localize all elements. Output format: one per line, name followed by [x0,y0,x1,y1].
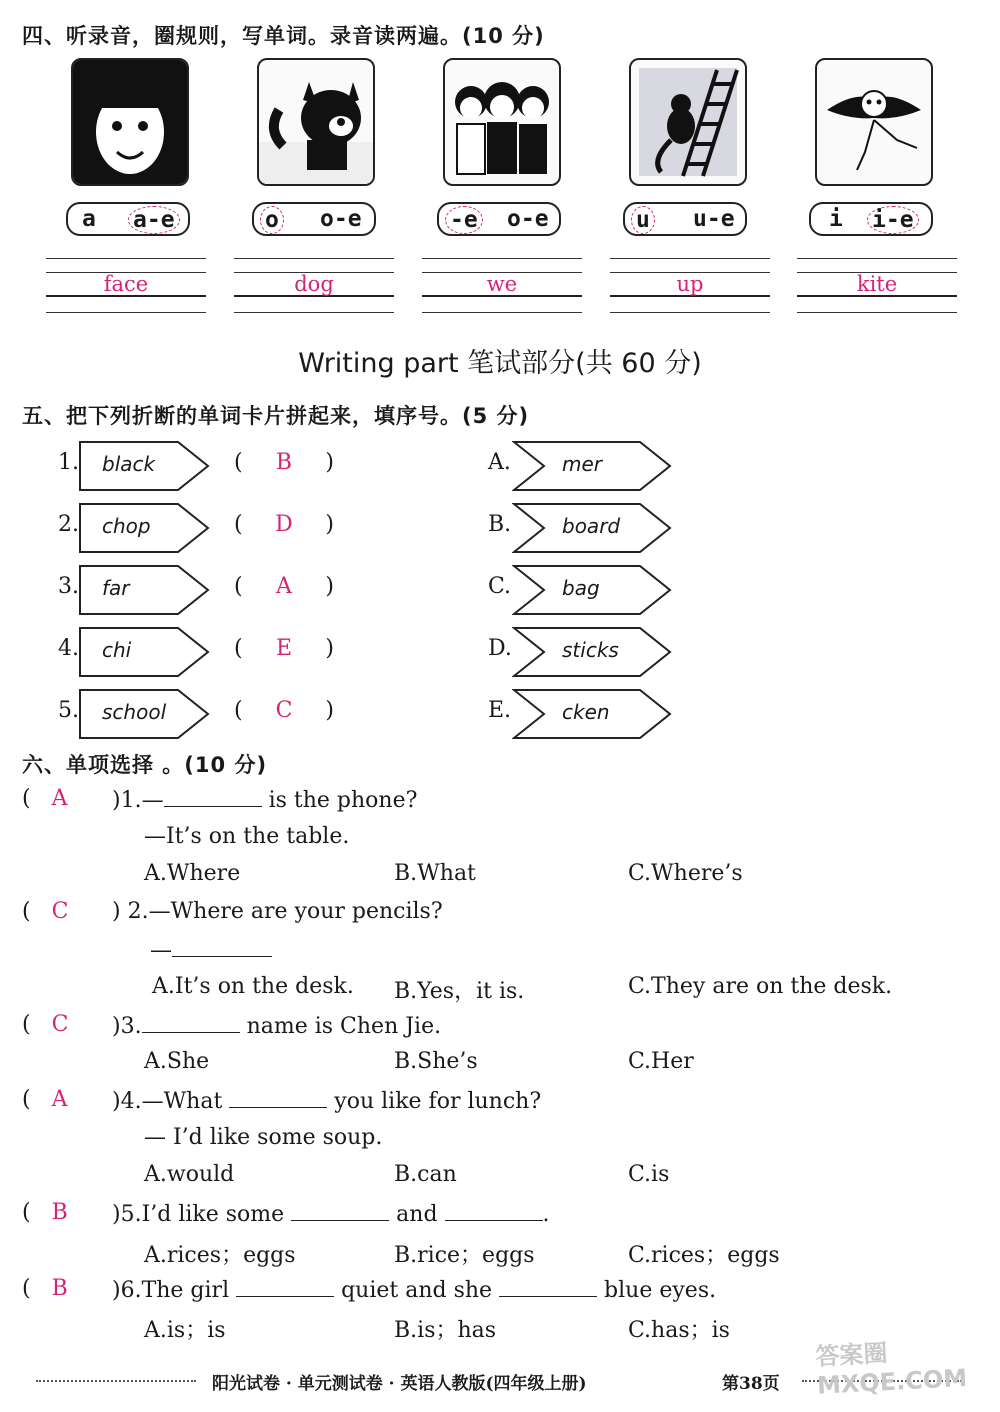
word-card-right[interactable] [512,688,674,740]
word-card-left[interactable] [78,502,212,554]
q5-stem: )5.I’d like some and . [112,1202,550,1227]
card-number: 5. [58,698,79,723]
word-card-right[interactable] [512,502,674,554]
writing-lines-4[interactable] [610,258,770,314]
card-letter: C. [488,574,512,599]
section6-header: 六、单项选择 。(10 分) [22,753,268,777]
blank[interactable] [229,1087,327,1108]
dog-icon [257,58,375,186]
answer-paren: ( D ) [234,512,334,537]
rule-box-5 [809,202,933,236]
writing-lines-2[interactable] [234,258,394,314]
q1-option-a[interactable]: A.Where [144,861,241,886]
q6-answer[interactable]: B [51,1276,68,1301]
card-word: black [102,452,156,476]
q2-option-a[interactable]: A.It’s on the desk. [152,974,354,999]
blank[interactable] [236,1276,334,1297]
rule-option[interactable]: o-e [320,206,362,232]
q2-option-c[interactable]: C.They are on the desk. [628,974,893,999]
writing-lines-5[interactable] [797,258,957,314]
q2-answer[interactable]: C [51,899,69,924]
card-letter: B. [488,512,512,537]
q4-option-a[interactable]: A.would [144,1162,235,1187]
card-word: chop [102,514,151,538]
rule-option-circled[interactable]: i-e [867,206,919,234]
q3-option-a[interactable]: A.She [144,1049,210,1074]
q6-option-c[interactable]: C.has；is [628,1318,730,1343]
answer-paren: ( B [22,1200,68,1225]
rule-option-circled[interactable]: a-e [128,206,180,234]
rule-box-1 [66,202,190,236]
blank[interactable] [291,1200,389,1221]
q3-stem: )3. name is Chen Jie. [112,1014,442,1039]
rule-option-circled[interactable]: u [631,206,655,234]
q4-line2: — I’d like some soup. [144,1125,383,1150]
rule-option[interactable]: a [82,206,96,232]
writing-lines-3[interactable] [422,258,582,314]
card-answer[interactable]: C [275,698,293,723]
blank[interactable] [142,1012,240,1033]
word-card-right[interactable] [512,440,674,492]
section5-header: 五、把下列折断的单词卡片拼起来，填序号。(5 分) [22,404,530,428]
card-word: far [102,576,130,600]
q6-option-b[interactable]: B.is；has [394,1318,497,1343]
blank[interactable] [499,1276,597,1297]
answer-paren: ( C ) [234,698,334,723]
card-number: 1. [58,450,79,475]
rule-box-4 [623,202,747,236]
q3-option-c[interactable]: C.Her [628,1049,694,1074]
rule-option[interactable]: i [829,206,843,232]
word-card-right[interactable] [512,564,674,616]
q2-stem: ) 2.—Where are your pencils? [112,899,443,924]
card-word: mer [562,452,603,476]
answer-paren: ( A [22,786,68,811]
rule-option-circled[interactable]: o [260,206,284,234]
q6-stem: )6.The girl quiet and she blue eyes. [112,1278,717,1303]
card-letter: E. [488,698,512,723]
card-word: sticks [562,638,619,662]
blank[interactable] [172,936,272,957]
answer-paren: ( E ) [234,636,334,661]
answer-paren: ( A ) [234,574,334,599]
blank[interactable] [164,786,262,807]
q5-option-c[interactable]: C.rices；eggs [628,1243,780,1268]
card-answer[interactable]: B [275,450,293,475]
rule-option-circled[interactable]: -e [445,206,483,234]
card-word: board [562,514,621,538]
word-card-left[interactable] [78,564,212,616]
card-number: 3. [58,574,79,599]
footer-text: 阳光试卷 · 单元测试卷 · 英语人教版(四年级上册) [212,1374,587,1394]
rule-option[interactable]: u-e [693,206,735,232]
girl-face-icon [71,58,189,186]
word-card-right[interactable] [512,626,674,678]
q4-answer[interactable]: A [51,1087,68,1112]
word-card-left[interactable] [78,688,212,740]
q1-option-b[interactable]: B.What [394,861,476,886]
answer-paren: ( B [22,1276,68,1301]
q2-option-b[interactable]: B.Yes，it is. [394,979,525,1004]
answer-paren: ( A [22,1087,68,1112]
rule-box-2 [252,202,376,236]
answer-word: kite [856,272,898,296]
answer-word: face [103,272,149,296]
kite-icon [815,58,933,186]
card-number: 4. [58,636,79,661]
q1-line2: —It’s on the table. [144,824,350,849]
section4-header: 四、听录音，圈规则，写单词。录音读两遍。(10 分) [22,24,545,48]
card-answer[interactable]: E [275,636,293,661]
children-group-icon [443,58,561,186]
card-word: chi [102,638,132,662]
q1-stem: )1.— is the phone? [112,788,418,813]
writing-part-title: Writing part 笔试部分(共 60 分) [298,348,702,379]
q4-option-c[interactable]: C.is [628,1162,670,1187]
answer-word: we [486,272,518,296]
q4-option-b[interactable]: B.can [394,1162,457,1187]
q3-option-b[interactable]: B.She’s [394,1049,478,1074]
answer-word: up [676,272,704,296]
blank[interactable] [445,1200,543,1221]
word-card-left[interactable] [78,626,212,678]
q6-option-a[interactable]: A.is；is [144,1318,226,1343]
q4-stem: )4.—What you like for lunch? [112,1089,542,1114]
monkey-ladder-icon [629,58,747,186]
rule-option[interactable]: o-e [507,206,549,232]
q5-answer[interactable]: B [51,1200,68,1225]
page-number: 第38页 [722,1374,780,1394]
q2-line2: — [150,936,272,963]
card-number: 2. [58,512,79,537]
answer-paren: ( B ) [234,450,334,475]
word-card-left[interactable] [78,440,212,492]
card-word: cken [562,700,610,724]
rule-box-3 [437,202,561,236]
card-word: bag [562,576,600,600]
q3-answer[interactable]: C [51,1012,69,1037]
footer-divider-left [36,1380,196,1382]
card-letter: D. [488,636,512,661]
q5-option-a[interactable]: A.rices；eggs [144,1243,296,1268]
card-letter: A. [488,450,511,475]
writing-lines-1[interactable] [46,258,206,314]
card-answer[interactable]: D [275,512,293,537]
card-answer[interactable]: A [276,574,292,599]
q5-option-b[interactable]: B.rice；eggs [394,1243,535,1268]
answer-paren: ( C [22,1012,69,1037]
q1-option-c[interactable]: C.Where’s [628,861,743,886]
q1-answer[interactable]: A [51,786,68,811]
watermark-logo: 答案圈 MXQE.COM [814,1339,968,1400]
card-word: school [102,700,167,724]
answer-paren: ( C [22,899,69,924]
answer-word: dog [294,272,334,296]
